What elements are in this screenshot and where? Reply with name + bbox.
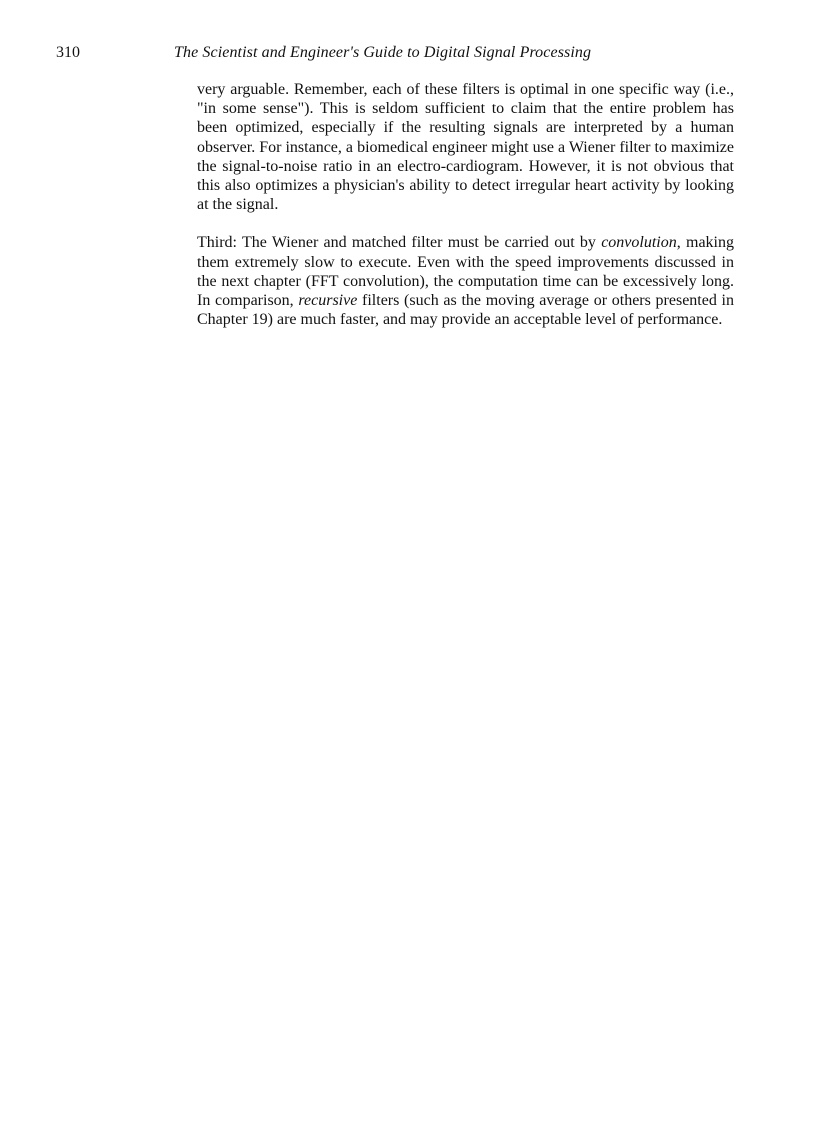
paragraph-2: [197, 233, 734, 329]
paragraph-1: very arguable. Remember, each of these filters is optimal in one specific way (i.e., "in some sense"). This is seldom sufficient to claim that the entire problem has been optimized, especially if the resulting signals are interpreted by a human observer. For instance, a biomedical engineer might use a Wiener filter to maximize the signal-to-noise ratio in an electro-cardiogram. However, it is not obvious that this also optimizes a physician's ability to detect irregular heart activity by looking at the signal.: [197, 81, 734, 214]
paragraph-2-part-2: , making them extremely slow to execute. Even with the speed improvements discussed in the next chapter (FFT convolution), the computation time can be excessively long. In comparison,: [197, 234, 734, 310]
running-title: The Scientist and Engineer's Guide to Digital Signal Processing: [174, 44, 592, 61]
page-number: 310: [56, 44, 80, 61]
page-header: [0, 43, 816, 65]
term-convolution: convolution: [601, 234, 677, 252]
term-recursive: recursive: [298, 292, 358, 310]
paragraph-2-part-1: Third: The Wiener and matched filter must be carried out by: [197, 234, 602, 252]
paragraph-2-part-3: filters (such as the moving average or others presented in Chapter 19) are much faster, and may provide an acceptable level of performance.: [197, 292, 735, 329]
body-text: [197, 80, 734, 348]
